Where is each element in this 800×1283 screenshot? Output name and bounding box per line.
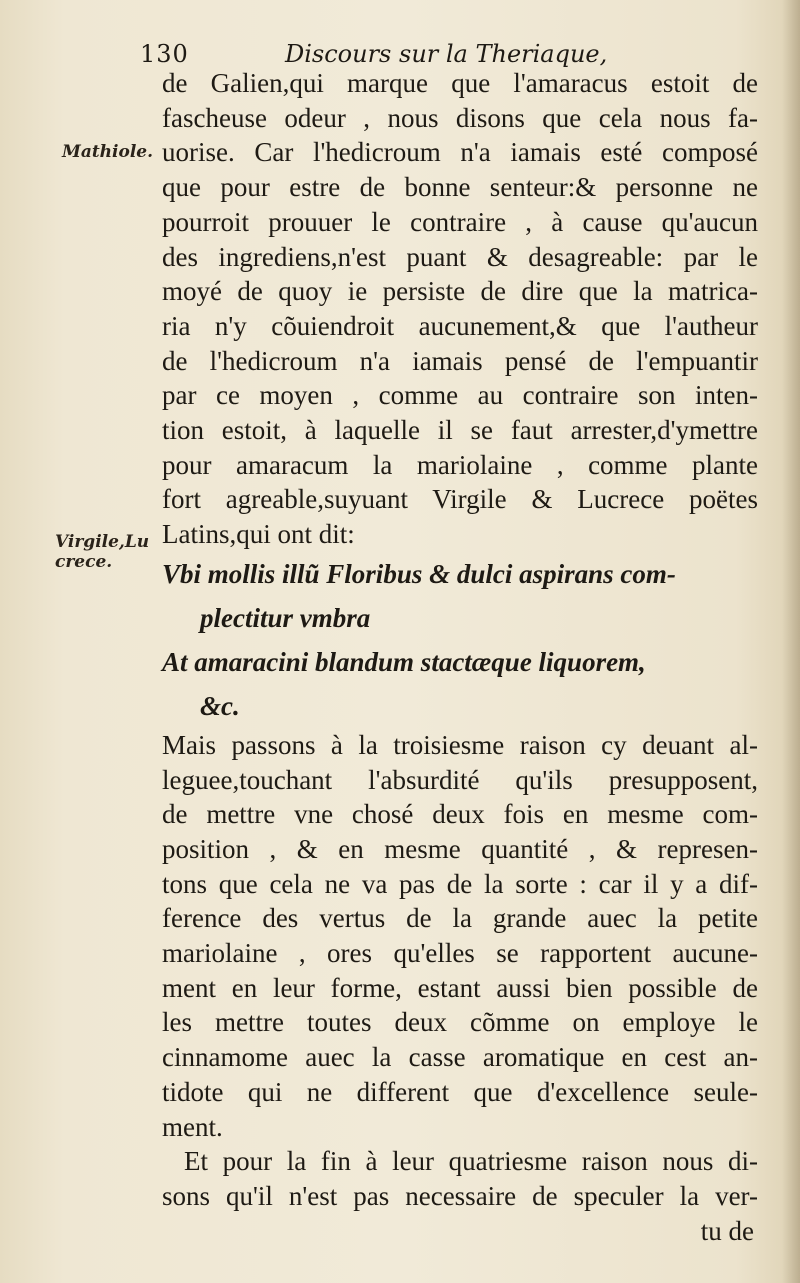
text-line: ria n'y cõuiendroit aucunement,& que l'autheur (162, 310, 758, 341)
text-line: Mais passons à la troisiesme raison cy deuant al- (162, 729, 758, 760)
text-line: tidote qui ne different que d'excellence seule- (162, 1076, 758, 1107)
paragraph-2 (162, 728, 758, 1144)
text-line: pour amaracum la mariolaine , comme plante (162, 449, 758, 480)
margin-note-mathiole: Mathiole. (62, 142, 154, 162)
paragraph-3 (162, 1144, 758, 1213)
text-line: Latins,qui ont dit: (162, 519, 355, 550)
text-line: cinnamome auec la casse aromatique en cest an- (162, 1042, 758, 1073)
text-line: de l'hedicroum n'a iamais pensé de l'empuantir (162, 345, 758, 376)
text-line: tion estoit, à laquelle il se faut arrester,d'ymettre (162, 415, 758, 446)
text-line: tons que cela ne va pas de la sorte : car il y a dif- (162, 868, 758, 899)
text-line: pourroit prouuer le contraire , à cause qu'aucun (162, 206, 758, 237)
page-number: 130 (140, 40, 189, 68)
verse-line: At amaracini blandum stactæque liquorem, (162, 646, 646, 677)
verse-line: Vbi mollis illũ Floribus & dulci aspirans com- (162, 558, 676, 589)
catchword: tu de (700, 1215, 754, 1246)
text-line: les mettre toutes deux cõmme on employe le (162, 1007, 758, 1038)
text-line: ment en leur forme, estant aussi bien possible de (162, 972, 758, 1003)
text-line: uorise. Car l'hedicroum n'a iamais esté composé (162, 137, 758, 168)
margin-note-virgile-line: crece. (55, 552, 113, 572)
verse-line: &c. (200, 690, 240, 721)
text-line: ference des vertus de la grande auec la petite (162, 903, 758, 934)
paragraph-1 (162, 66, 758, 552)
text-line: moyé de quoy ie persiste de dire que la matrica- (162, 276, 758, 307)
text-line: par ce moyen , comme au contraire son inten- (162, 380, 758, 411)
text-line: ment. (162, 1111, 223, 1142)
verse-line: plectitur vmbra (200, 602, 371, 633)
margin-note-virgile (55, 532, 161, 572)
text-line: fascheuse odeur , nous disons que cela nous fa- (162, 102, 758, 133)
text-line: fort agreable,suyuant Virgile & Lucrece poëtes (162, 484, 758, 515)
text-line: sons qu'il n'est pas necessaire de speculer la ver- (162, 1180, 758, 1211)
margin-note-virgile-line: Virgile,Lu (55, 532, 150, 552)
text-line: que pour estre de bonne senteur:& personne ne (162, 172, 758, 203)
verse-quotation (162, 552, 758, 728)
text-line: Et pour la fin à leur quatriesme raison nous di- (184, 1146, 758, 1177)
text-line: des ingrediens,n'est puant & desagreable: par le (162, 241, 758, 272)
text-line: leguee,touchant l'absurdité qu'ils presupposent, (162, 764, 758, 795)
body-text (162, 66, 758, 1248)
running-title: Discours sur la Theriaque, (285, 40, 608, 68)
text-line: position , & en mesme quantité , & represen- (162, 833, 758, 864)
text-line: de mettre vne chosé deux fois en mesme com- (162, 799, 758, 830)
text-line: de Galien,qui marque que l'amaracus estoit de (162, 68, 758, 98)
text-line: mariolaine , ores qu'elles se rapportent aucune- (162, 938, 758, 969)
